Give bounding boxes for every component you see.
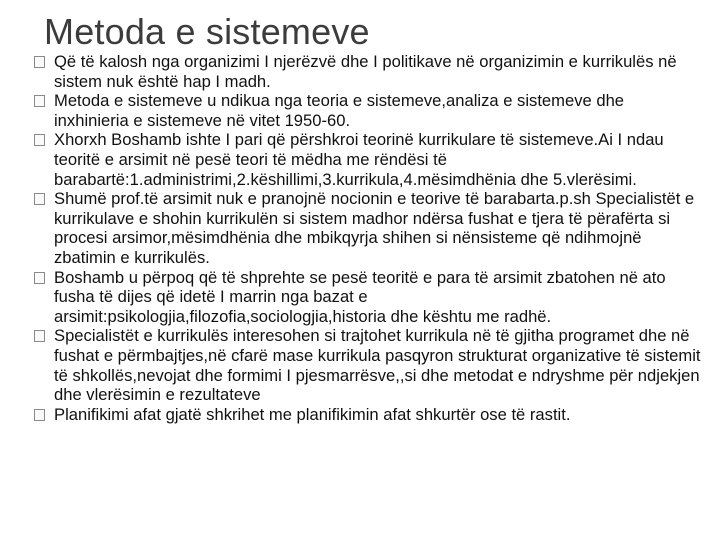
bullet-text: Boshamb u përpoq që të shprehte se pesë teoritë e para të arsimit zbatohen në ato fusha të dijes që idetë I marrin nga bazat e arsimit:psikologjia,filozofia,sociologjia,historia dhe kështu me radhë. [54,267,666,326]
missing-glyph-box-icon [34,134,45,146]
bullet-text: Metoda e sistemeve u ndikua nga teoria e sistemeve,analiza e sistemeve dhe inxhinieria e sistemeve në vitet 1950-60. [54,91,625,130]
bullet-text: Shumë prof.të arsimit nuk e pranojnë nocionin e teorive të barabarta.p.sh Specialistët e kurrikulave e shohin kurrikulën si sistem madhor ndërsa fushat e tjera të përafërta si procesi arsimor,mësimdhënia dhe mbikqyrja shihen si nënsisteme që ndihmojnë zbatimin e kurrikulës. [54,189,695,267]
bullet-text: Që të kalosh nga organizimi I njerëzvë dhe I politikave në organizimin e kurrikulës në sistem nuk është hap I madh. [54,52,677,91]
slide-title: Metoda e sistemeve [44,11,370,52]
list-item [34,326,702,404]
missing-glyph-box-icon [34,409,45,421]
bullet-text: Planifikimi afat gjatë shkrihet me planifikimin afat shkurtër ose të rastit. [54,404,571,424]
list-item [34,91,702,130]
missing-glyph-box-icon [34,95,45,107]
list-item [34,268,702,327]
list-item [34,52,702,91]
bullet-text: Specialistët e kurrikulës interesohen si trajtohet kurrikula në të gjitha programet dhe në fushat e përmbajtjes,në cfarë mase kurrikula pasqyron strukturat organizative të sistemit të shkollës,nevojat dhe formimi I pjesmarrësve,,si dhe metodat e ndryshme për ndjekjen dhe vlerësimin e rezultateve [54,326,701,405]
missing-glyph-box-icon [34,330,45,342]
bullet-text: Xhorxh Boshamb ishte I pari që përshkroi teorinë kurrikulare të sistemeve.Ai I ndau teoritë e arsimit në pesë teori të mëdha me rëndësi të barabartë:1.administrimi,2.këshillimi,3.kurrikula,4.mësimdhënia dhe 5.vlerësimi. [54,130,664,189]
list-item [34,130,702,189]
bullet-list [34,52,702,424]
missing-glyph-box-icon [34,272,45,284]
list-item [34,189,702,267]
missing-glyph-box-icon [34,193,45,205]
list-item [34,405,702,425]
missing-glyph-box-icon [34,56,45,68]
